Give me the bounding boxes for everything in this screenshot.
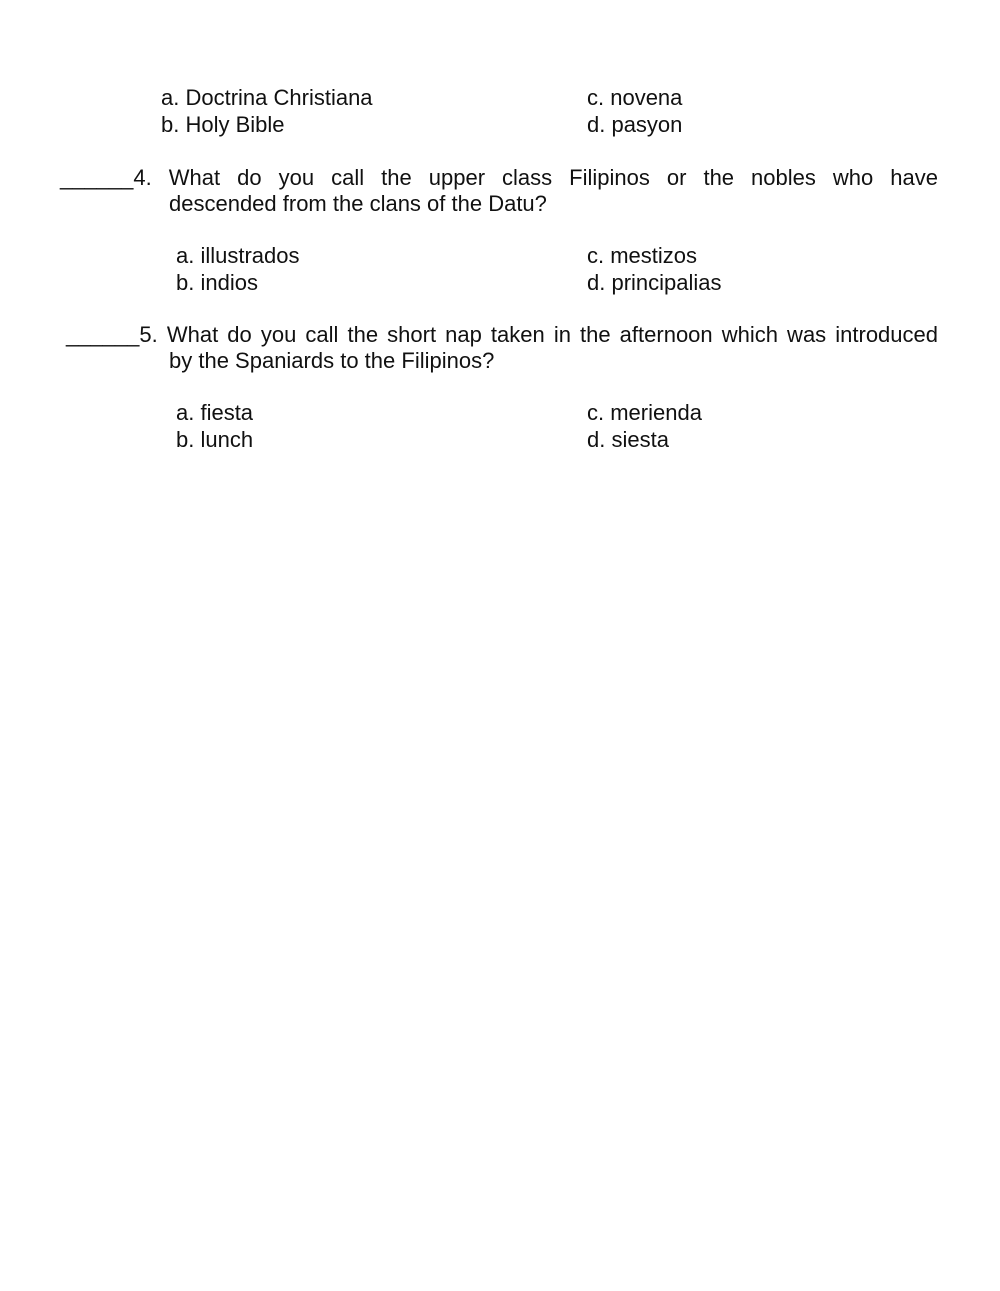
question-4-text-line2: descended from the clans of the Datu? xyxy=(169,191,547,216)
answer-blank-5: ______5. xyxy=(66,322,158,347)
q3-choice-c: c. novena xyxy=(587,85,683,110)
q4-choice-a: a. illustrados xyxy=(176,243,300,268)
question-5-text-line1: What do you call the short nap taken in the afternoon which was introduced xyxy=(166,322,938,347)
question-4 xyxy=(60,165,938,191)
answer-blank-4: ______4. xyxy=(60,165,152,190)
question-5-text-line2: by the Spaniards to the Filipinos? xyxy=(169,348,495,373)
question-number-5: 5. xyxy=(139,322,158,347)
q5-choice-d: d. siesta xyxy=(587,427,669,452)
q4-choice-d: d. principalias xyxy=(587,270,722,295)
q3-choice-a: a. Doctrina Christiana xyxy=(161,85,373,110)
q3-choice-d: d. pasyon xyxy=(587,112,683,137)
question-5 xyxy=(66,322,938,348)
q4-choice-c: c. mestizos xyxy=(587,243,698,268)
q3-choice-b: b. Holy Bible xyxy=(161,112,285,137)
q5-choice-c: c. merienda xyxy=(587,400,702,425)
q4-choice-b: b. indios xyxy=(176,270,258,295)
q5-choice-b: b. lunch xyxy=(176,427,254,452)
q5-choice-a: a. fiesta xyxy=(176,400,254,425)
question-4-text-line1: What do you call the upper class Filipinos or the nobles who have xyxy=(168,165,938,190)
question-number-4: 4. xyxy=(133,165,152,190)
